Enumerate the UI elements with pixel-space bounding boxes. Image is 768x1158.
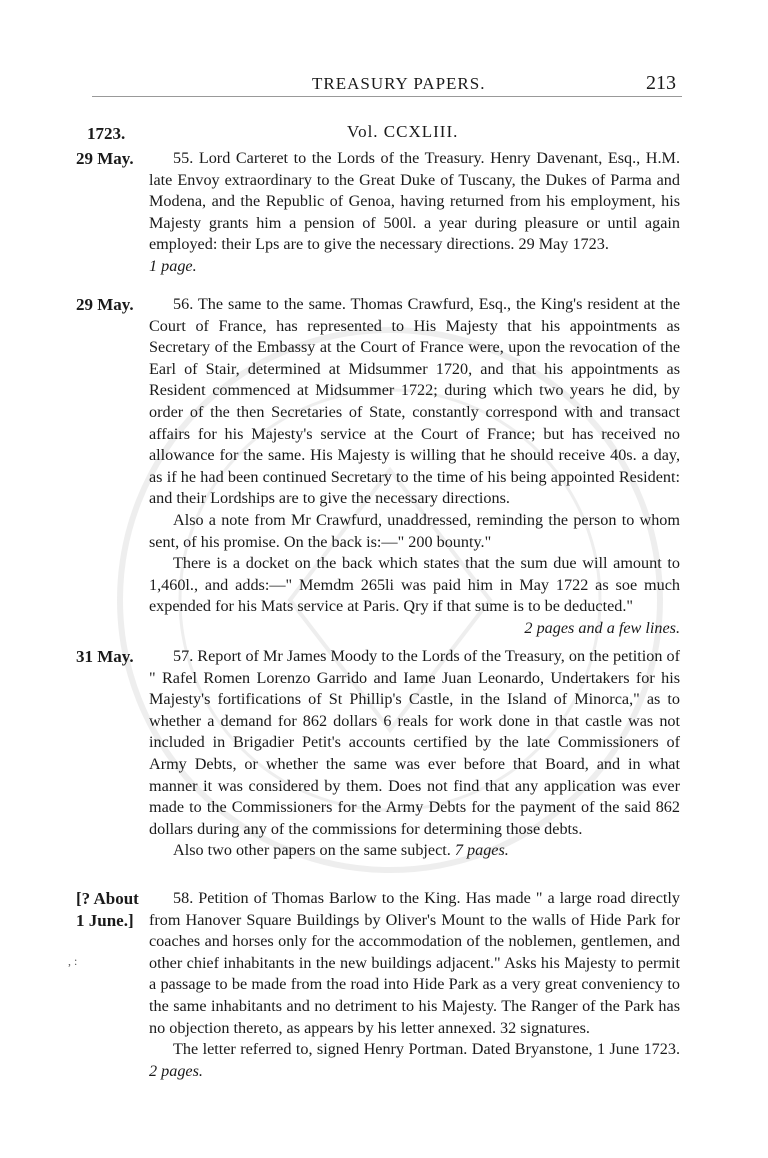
entry-paragraph: 55. Lord Carteret to the Lords of the Treasury. Henry Davenant, Esq., H.M. late Envoy extraordinary to the Great Duke of Tuscany, the Dukes of Parma and Modena, and the Republic of Genoa, having returned from his employment, his Majesty grants him a pension of 500l. a year during pleasure or until again employed: their Lps are to give the necessary directions. 29 May 1723. (149, 149, 680, 254)
entry-paragraph: 58. Petition of Thomas Barlow to the King. Has made " a large road directly from Hanover Square Buildings by Oliver's Mount to the walls of Hide Park for coaches and horses only for the accommodation of the noblemen, gentlemen, and other chief inhabitants in the new buildings adjacent." Asks his Majesty to permit a passage to be made from the road into Hide Park as a very great conveniency to the same inhabitants and no detriment to his Majesty. The Ranger of the Park has no objection thereto, as appears by his letter annexed. 32 signatures. (149, 889, 680, 1037)
entry-date: 29 May. (76, 149, 134, 168)
entry-body (149, 148, 680, 278)
entry-date: [? About 1 June.] (76, 889, 139, 930)
entry-date: 29 May. (76, 295, 134, 314)
volume-label: Vol. CCXLIII. (347, 122, 459, 141)
year-label: 1723. (87, 124, 126, 143)
entry-extent: 7 pages. (454, 841, 509, 860)
entry-extent: 2 pages and a few lines. (524, 618, 680, 637)
entry-date: 31 May. (76, 647, 134, 666)
entry-paragraph: There is a docket on the back which states that the sum due will amount to 1,460l., and adds:—" Memdm 265li was paid him in May 1722 as soe much expended for his Mats service at Paris. Qry if that sume is to be deducted." (149, 554, 680, 616)
entry-body (149, 646, 680, 862)
running-head: TREASURY PAPERS. (312, 74, 486, 93)
entry-body (149, 294, 680, 640)
entry-paragraph-text: Also two other papers on the same subject. (173, 841, 451, 860)
entry-paragraph: 57. Report of Mr James Moody to the Lords of the Treasury, on the petition of " Rafel Romen Lorenzo Garrido and Iame Juan Leonardo, Undertakers for his Majesty's fortifications of St Phillip's Castle, in the Island of Minorca," as to whether a demand for 862 dollars 6 reals for work done in that castle was not included in Brigadier Petit's accounts certified by the late Commissioners of Army Debts, or whether the same was ever before that Board, and in what manner it was considered by them. Does not find that any application was ever made to the Commissioners for the Army Debts for the payment of the said 862 dollars during any of the commissions for determining those debts. (149, 647, 680, 838)
page-number: 213 (646, 72, 676, 94)
header-rule (92, 96, 682, 97)
entry-extent: 2 pages. (149, 1061, 203, 1080)
entry-paragraph (149, 840, 680, 862)
entry-paragraph: Also a note from Mr Crawfurd, unaddressed, reminding the person to whom sent, of his promise. On the back is:—" 200 bounty." (149, 510, 680, 551)
entry-body (149, 888, 680, 1082)
entry-paragraph-text: The letter referred to, signed Henry Portman. Dated Bryanstone, 1 June 1723. (173, 1040, 680, 1059)
margin-mark: , : (68, 954, 78, 968)
entry-paragraph (149, 1039, 680, 1082)
entry-paragraph: 56. The same to the same. Thomas Crawfurd, Esq., the King's resident at the Court of France, has represented to His Majesty that his appointments as Secretary of the Embassy at the Court of France were, upon the revocation of the Earl of Stair, determined at Midsummer 1720, and that his appointments as Resident commenced at Midsummer 1722; during which two years he did, by order of the then Secretaries of State, constantly correspond with and transact affairs for his Majesty's service at the Court of France; but has received no allowance for the same. His Majesty is willing that he should receive 40s. a day, as if he had been continued Secretary to the time of his being appointed Resident: and their Lordships are to give the necessary directions. (149, 295, 680, 508)
entry-extent: 1 page. (149, 256, 197, 275)
